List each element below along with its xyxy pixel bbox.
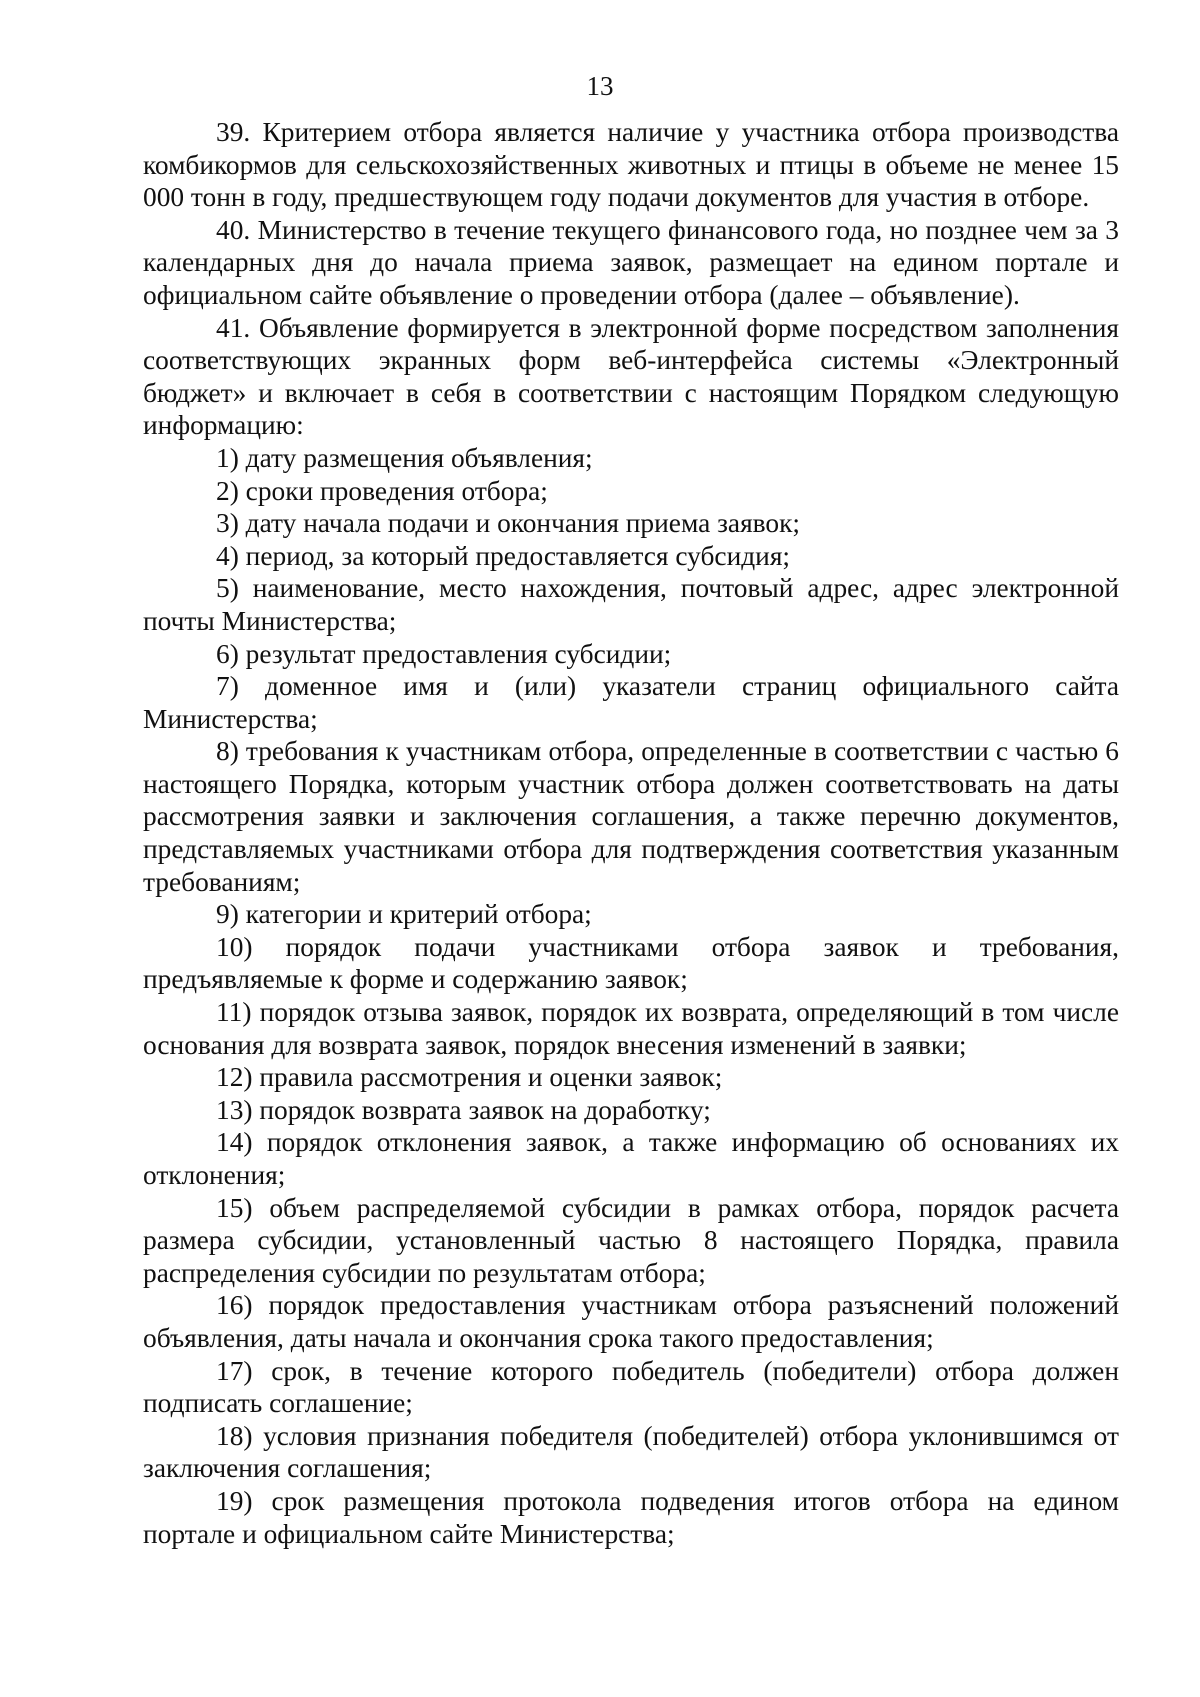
list-item-7: 7) доменное имя и (или) указатели страниц официального сайта Министерства; [143, 671, 1119, 734]
list-item-9: 9) категории и критерий отбора; [216, 899, 592, 930]
list-item-4: 4) период, за который предоставляется субсидия; [216, 540, 791, 571]
list-item-14: 14) порядок отклонения заявок, а также информацию об основаниях их отклонения; [143, 1127, 1119, 1190]
list-item-1: 1) дату размещения объявления; [216, 442, 593, 473]
list-item-3: 3) дату начала подачи и окончания приема заявок; [216, 508, 801, 539]
list-item-17: 17) срок, в течение которого победитель (победители) отбора должен подписать соглашение; [143, 1355, 1119, 1419]
list-item-6: 6) результат предоставления субсидии; [216, 638, 672, 669]
list-item-11: 11) порядок отзыва заявок, порядок их возврата, определяющий в том числе основания для возврата заявок, порядок внесения изменений в заявки; [143, 997, 1119, 1060]
list-item-16: 16) порядок предоставления участникам отбора разъяснений положений объявления, даты начала и окончания срока такого предоставления; [143, 1290, 1119, 1353]
paragraph-41: 41. Объявление формируется в электронной форме посредством заполнения соответствующих экранных форм веб-интерфейса системы «Электронный бюджет» и включает в себя в соответствии с настоящим Порядком следующую информацию: [143, 312, 1119, 441]
paragraph-39: 39. Критерием отбора является наличие у участника отбора производства комбикормов для сельскохозяйственных животных и птицы в объеме не менее 15 000 тонн в году, предшествующем году подачи документов для участия в отборе. [143, 117, 1119, 213]
list-item-15: 15) объем распределяемой субсидии в рамках отбора, порядок расчета размера субсидии, установленный частью 8 настоящего Порядка, правила распределения субсидии по результатам отбора; [143, 1192, 1119, 1288]
list-item-2: 2) сроки проведения отбора; [216, 475, 548, 506]
list-item-18: 18) условия признания победителя (победителей) отбора уклонившимся от заключения соглашения; [143, 1420, 1119, 1484]
list-item-8: 8) требования к участникам отбора, определенные в соответствии с частью 6 настоящего Порядка, которым участник отбора должен соответствовать на даты рассмотрения заявки и заключения соглашения, а также перечню документов, представляемых участниками отбора для подтверждения соответствия указанным требованиям; [143, 736, 1119, 897]
page-number: 13 [586, 71, 614, 101]
list-item-19: 19) срок размещения протокола подведения итогов отбора на едином портале и официальном сайте Министерства; [143, 1485, 1119, 1549]
list-item-13: 13) порядок возврата заявок на доработку; [216, 1094, 711, 1125]
list-item-5: 5) наименование, место нахождения, почтовый адрес, адрес электронной почты Министерства; [143, 573, 1119, 636]
document-body [143, 116, 1119, 1550]
paragraph-40: 40. Министерство в течение текущего финансового года, но позднее чем за 3 календарных дня до начала приема заявок, размещает на едином портале и официальном сайте объявление о проведении отбора (далее – объявление). [143, 214, 1119, 310]
list-item-10: 10) порядок подачи участниками отбора заявок и требования, предъявляемые к форме и содержанию заявок; [143, 931, 1119, 995]
list-item-12: 12) правила рассмотрения и оценки заявок; [216, 1062, 723, 1093]
